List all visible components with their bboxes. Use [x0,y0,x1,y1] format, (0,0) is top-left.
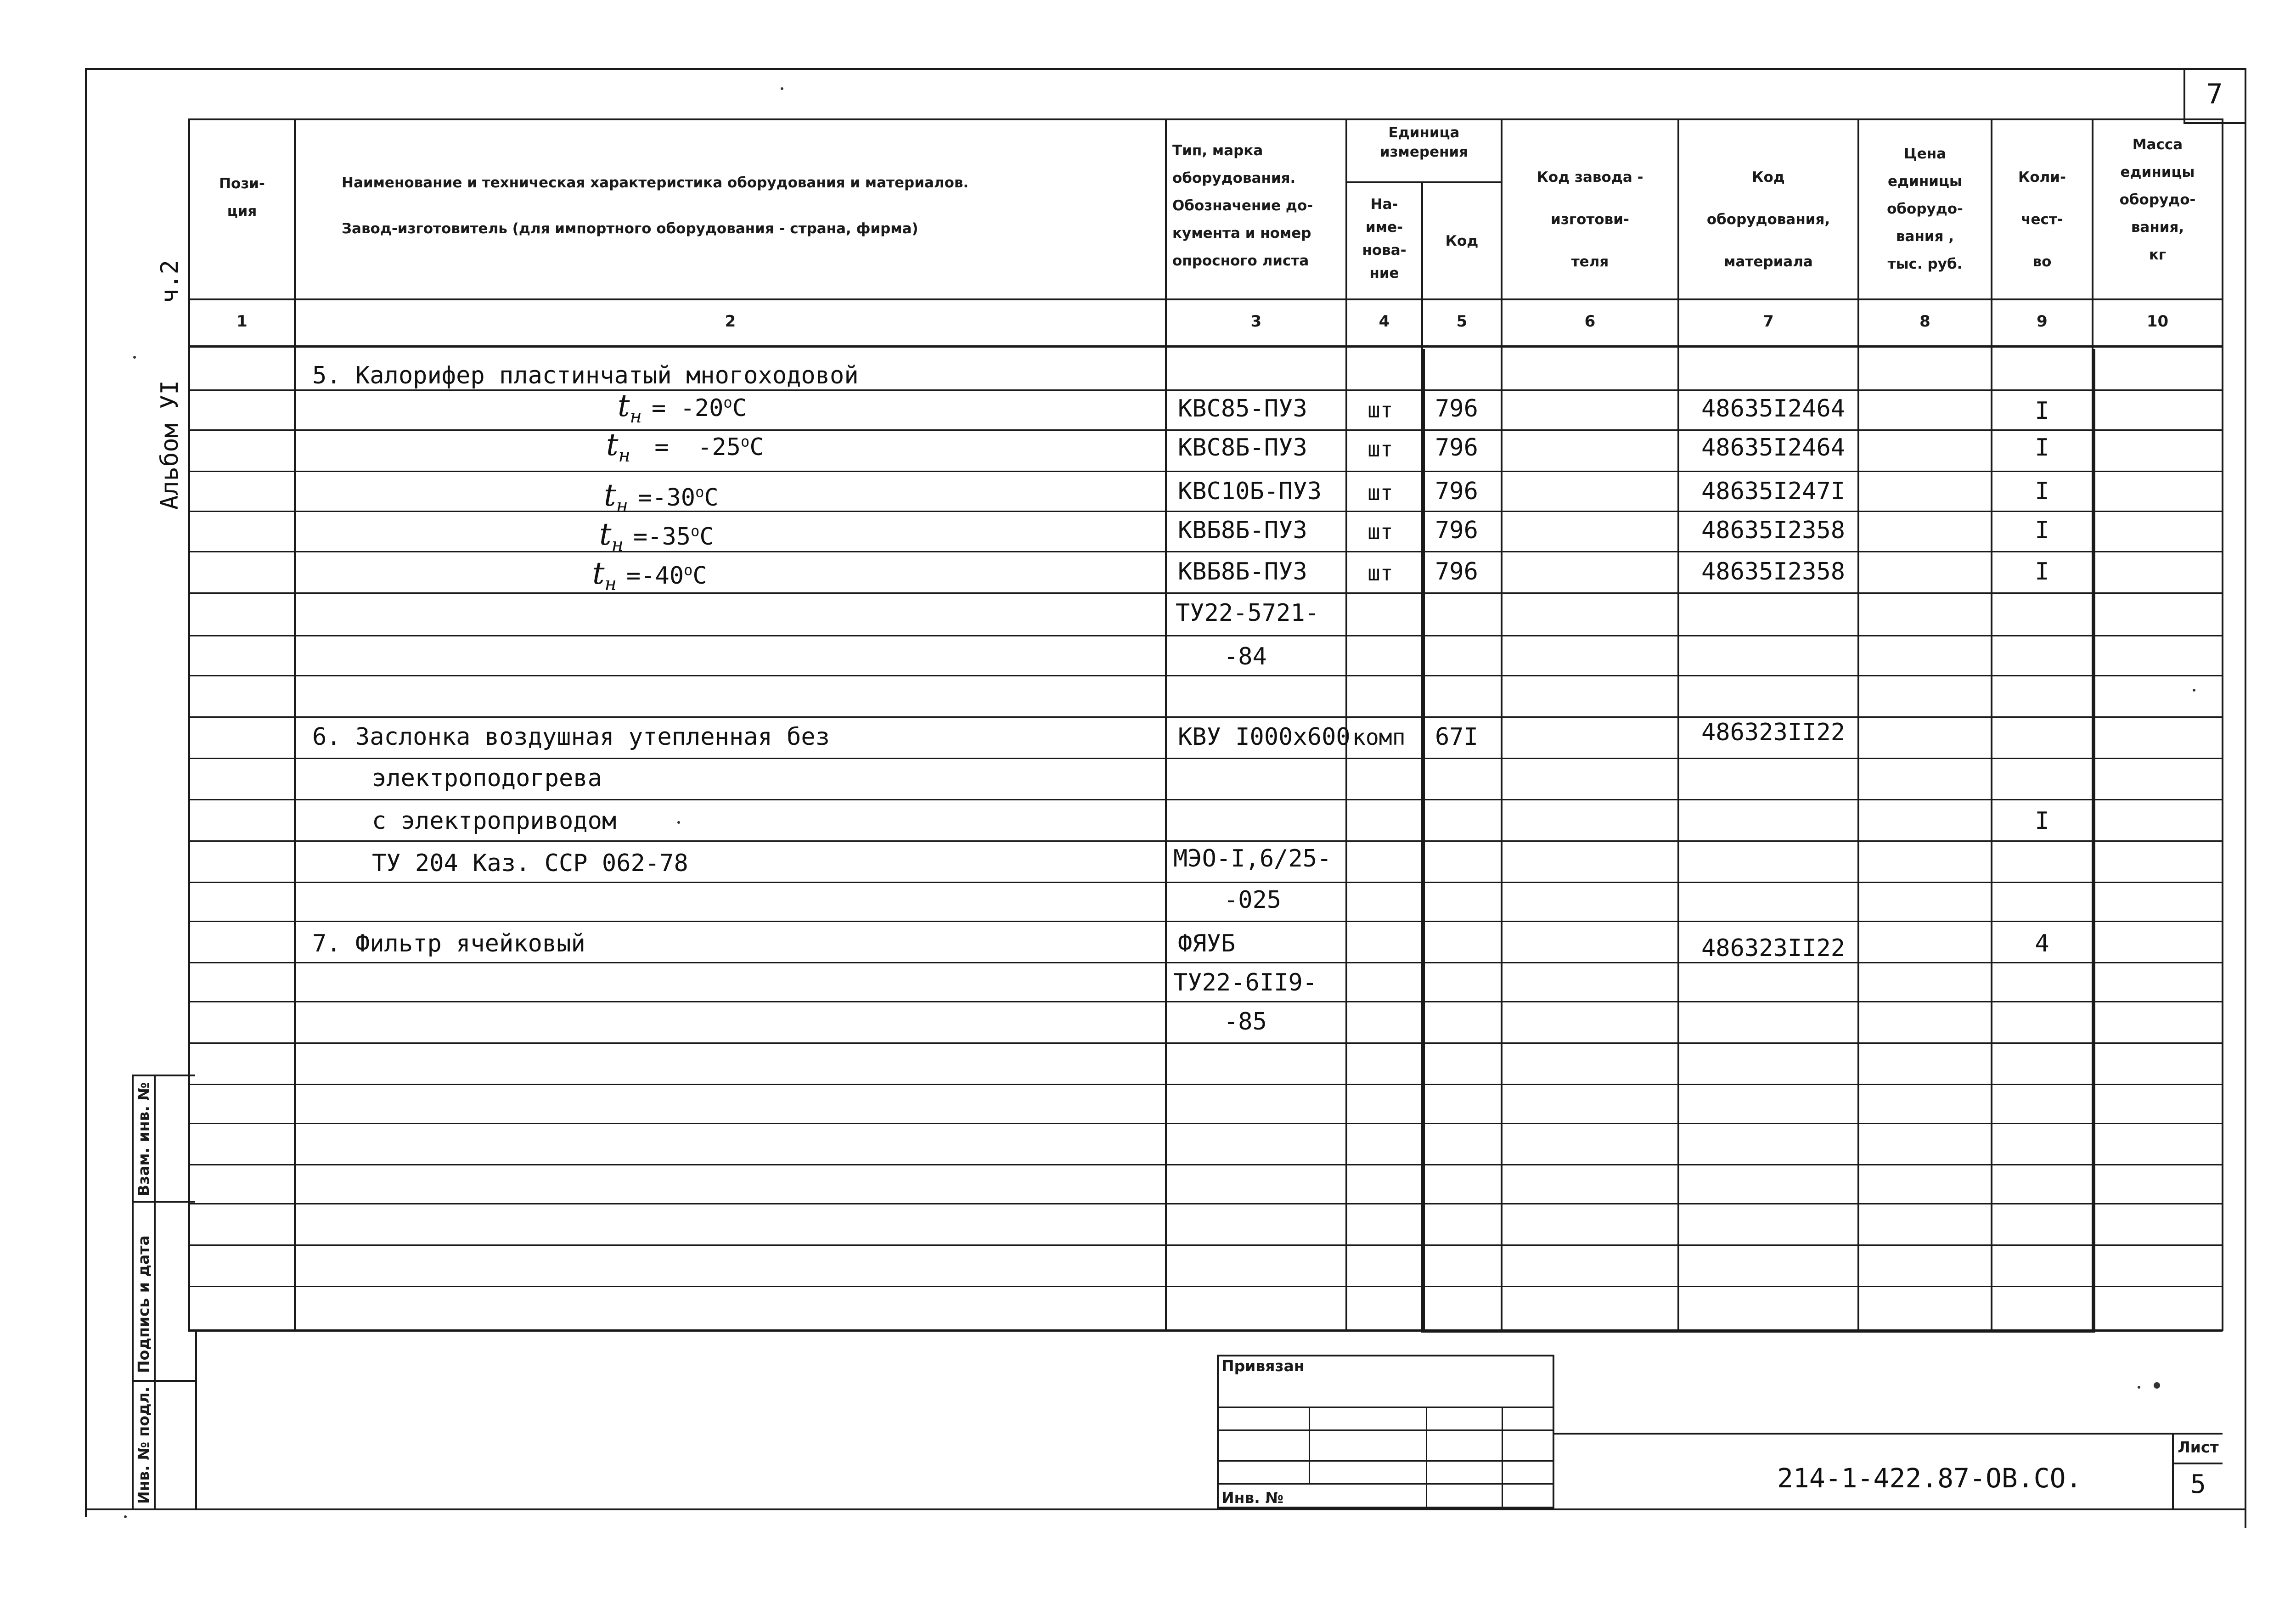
unit5-5: шт [1367,561,1393,585]
table-row-line [188,635,2223,636]
table-row-line [188,1042,2223,1044]
type6-2: МЭО-I,6/25- [1173,845,1332,872]
code5-4: 796 [1435,517,1478,544]
item6-line-3: с электроприводом [372,807,617,835]
mat5-1: 48635I2464 [1701,395,1846,422]
sheet-number: 5 [2190,1469,2206,1499]
sheet-corner-number: 7 [2206,78,2223,110]
table-right-border [2222,118,2223,1331]
unit5-3: шт [1367,480,1393,505]
side-label-album: Альбом УІ [156,380,184,510]
table-row-line [188,429,2223,431]
temp-row-1: $t_н = -20^oC$ [618,388,747,428]
column-number-1: 1 [236,312,248,331]
table-row-line [188,840,2223,842]
type7-2: ТУ22-6II9- [1173,969,1317,996]
type5-6: ТУ22-5721- [1176,599,1320,627]
table-row-line [188,1123,2223,1124]
header-material-code: Код оборудования, материала [1706,169,1830,270]
mat5-2: 48635I2464 [1701,434,1846,461]
table-row-line [188,389,2223,391]
temp-row-4: $t_н =-35^oC$ [599,517,714,556]
header-quantity: Коли- чест- во [2018,169,2066,270]
column-number-line [188,345,2223,348]
mat7: 486323II22 [1701,934,1846,962]
table-row-line [188,962,2223,963]
outer-frame-left [85,68,87,1517]
type6-1: КВУ I000х600 [1178,723,1351,751]
table-row-line [188,1203,2223,1204]
column-number-9: 9 [2037,312,2048,331]
table-row-line [188,675,2223,676]
header-position: Пози- ция [219,175,265,219]
qty5-1: I [2035,397,2049,425]
qty6: I [2035,807,2049,835]
qty5-4: I [2035,517,2049,544]
item7-title: 7. Фильтр ячейковый [312,930,585,957]
stamp-signature-date: Подпись и дата [135,1235,152,1373]
type7-1: ФЯУБ [1178,930,1236,957]
qty5-3: I [2035,478,2049,505]
unit5-4: шт [1367,519,1393,544]
header-type: Тип, марка оборудования. Обозначение до- кумента и номер опросного листа [1172,142,1313,269]
stamp-inv-original: Инв. № подл. [135,1386,152,1504]
table-row-line [188,758,2223,759]
type5-1: КВС85-ПУЗ [1178,395,1307,422]
code5-2: 796 [1435,434,1478,461]
unit6: комп [1352,725,1406,750]
col-divider-5 [1501,118,1503,1331]
mat5-5: 48635I2358 [1701,558,1846,585]
outer-frame-top [85,68,2245,70]
header-name: Наименование и техническая характеристика оборудования и материалов. Завод-изготовитель (для импортного оборудования - страна, фирма) [342,174,969,237]
table-body-bottom-line [188,1329,2223,1332]
type5-5: КВБ8Б-ПУЗ [1178,558,1307,585]
unit5-2: шт [1367,437,1393,461]
header-factory-code: Код завода - изготови- теля [1536,169,1643,270]
item5-title: 5. Калорифер пластинчатый многоходовой [312,362,859,389]
temp-row-5: $t_н =-40^oC$ [592,556,707,595]
table-row-line [188,1164,2223,1165]
type5-3: КВС10Б-ПУЗ [1178,478,1322,505]
table-row-line [188,1001,2223,1002]
document-code: 214-1-422.87-ОВ.СО. [1777,1463,2082,1494]
unit5-1: шт [1367,398,1393,422]
temp-row-3: $t_н =-30^oC$ [604,478,719,517]
stamp-inv-number: Взам. инв. № [135,1082,152,1196]
table-row-line [188,921,2223,922]
privyazan-label: Привязан [1221,1357,1305,1375]
column-number-3: 3 [1250,312,1262,331]
header-bottom-line [188,298,2223,300]
column-number-5: 5 [1456,312,1468,331]
type7-3: -85 [1224,1008,1267,1035]
frame-bottom-line [85,1508,2245,1510]
table-row-line [188,1084,2223,1085]
type5-7: -84 [1224,643,1267,670]
mat5-3: 48635I247I [1701,478,1846,505]
table-row-line [188,551,2223,552]
header-mass: Масса единицы оборудо- вания, кг [2119,136,2196,263]
header-unit-name: На- име- нова- ние [1362,196,1407,281]
column-number-6: 6 [1584,312,1596,331]
item6-line-1: 6. Заслонка воздушная утепленная без [312,723,830,751]
col-divider-6 [1677,118,1679,1331]
type5-4: КВБ8Б-ПУЗ [1178,517,1307,544]
side-label-part: ч.2 [156,260,184,303]
column-number-2: 2 [725,312,736,331]
item6-line-2: электроподогрева [372,765,602,792]
header-price: Цена единицы оборудо- вания , тыс. руб. [1887,146,1963,272]
qty5-5: I [2035,558,2049,585]
column-number-4: 4 [1379,312,1390,331]
sheet-label: Лист [2178,1438,2219,1456]
table-row-line [188,511,2223,512]
mat6: 486323II22 [1701,719,1846,746]
code5-3: 796 [1435,478,1478,505]
table-row-line [188,471,2223,472]
item6-line-4: ТУ 204 Каз. ССР 062-78 [372,850,688,877]
table-row-line [188,1244,2223,1246]
header-unit-group: Единица измерения [1379,124,1469,160]
col-divider-7 [1857,118,1859,1331]
table-left-border-lower [195,1331,197,1510]
code5-5: 796 [1435,558,1478,585]
col-divider-2 [1165,118,1167,1331]
code6: 67I [1435,723,1478,751]
temp-row-2: $t_н = -25^oC$ [606,427,764,467]
inv-no-label: Инв. № [1221,1489,1284,1507]
column-number-7: 7 [1763,312,1774,331]
column-number-10: 10 [2146,312,2169,331]
type5-2: КВС8Б-ПУЗ [1178,434,1307,461]
table-row-line [188,592,2223,594]
header-unit-code: Код [1445,233,1479,249]
type6-3: -025 [1224,886,1282,914]
qty7: 4 [2035,930,2049,957]
table-row-line [188,882,2223,883]
table-top-border [188,118,2223,120]
qty5-2: I [2035,434,2049,461]
privyazan-block [1217,1355,1554,1508]
mat5-4: 48635I2358 [1701,517,1846,544]
table-row-line [188,716,2223,718]
outer-frame-right [2245,68,2246,1528]
table-row-line [188,1286,2223,1287]
col-divider-8 [1991,118,1992,1331]
column-number-8: 8 [1919,312,1930,331]
table-left-border [188,118,190,1331]
col-divider-1 [294,118,296,1331]
code5-1: 796 [1435,395,1478,422]
table-row-line [188,799,2223,800]
